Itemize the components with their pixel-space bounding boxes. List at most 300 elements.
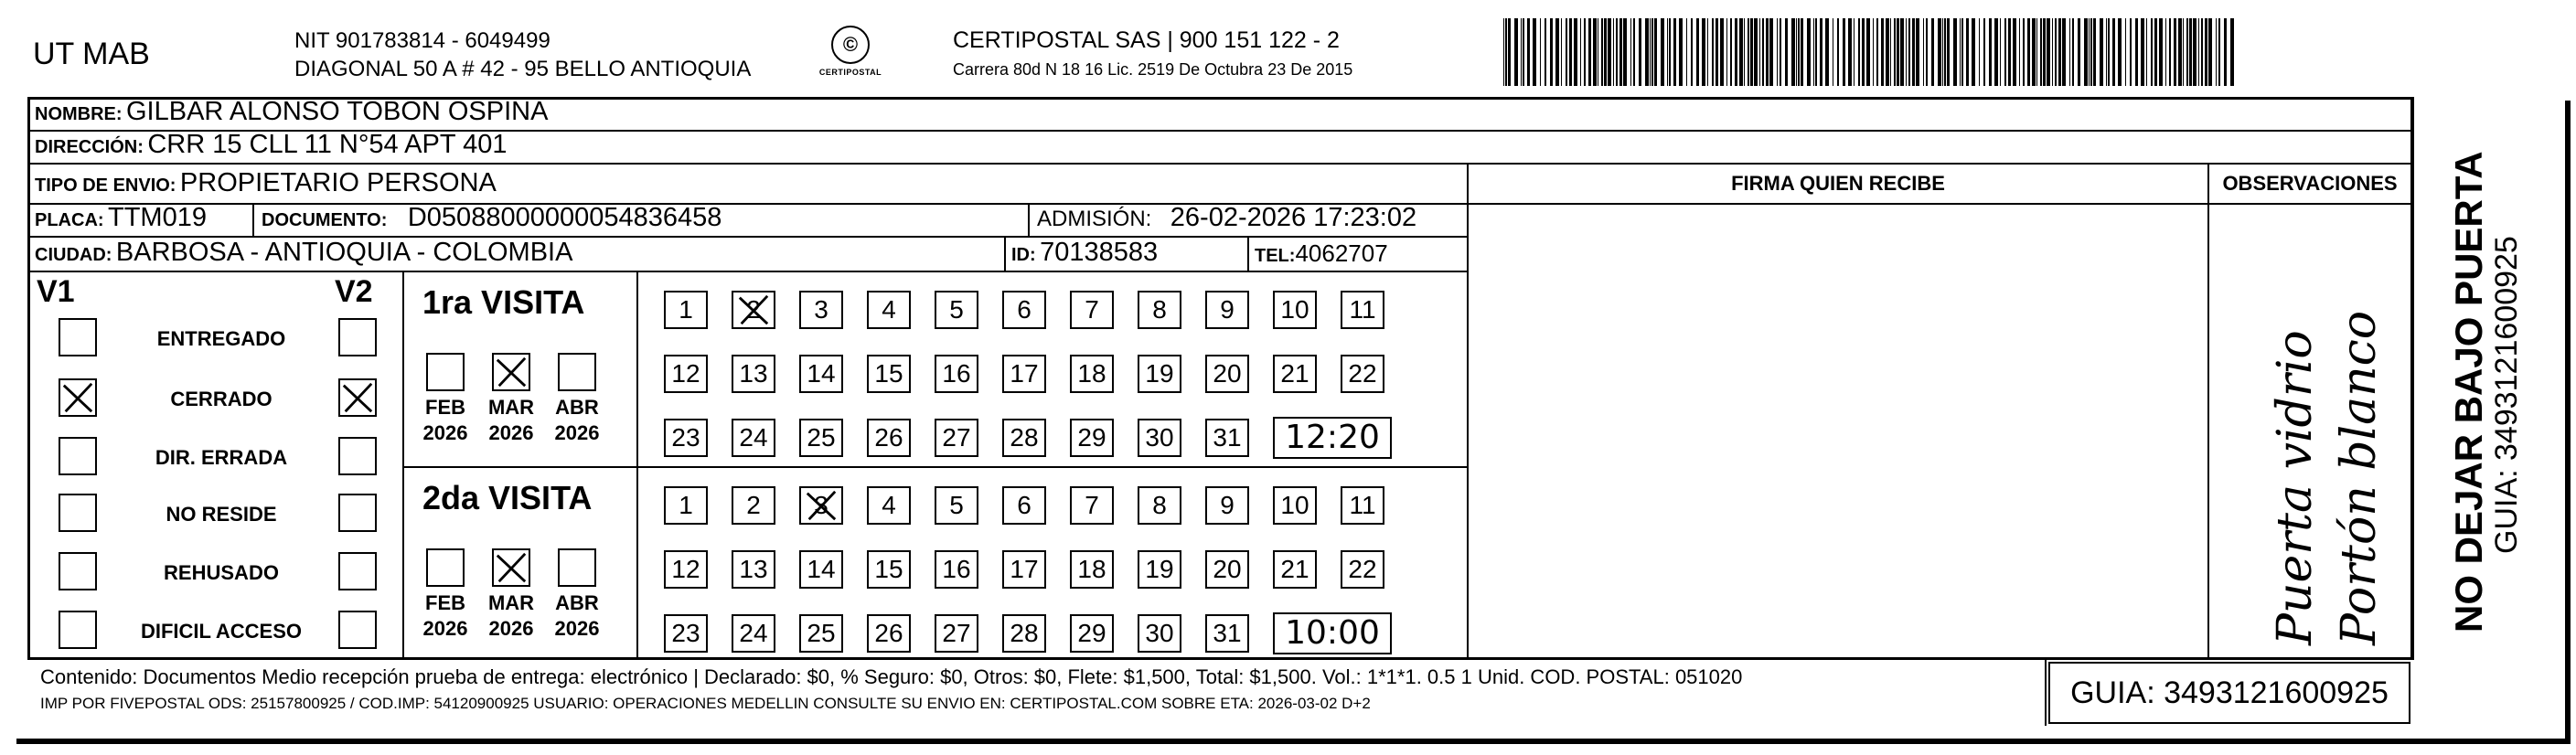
- day-number: 20: [1213, 555, 1242, 583]
- day-number: 3: [814, 491, 828, 519]
- barcode-bar: [2000, 18, 2001, 86]
- visit-2-month-box-1[interactable]: [492, 548, 530, 587]
- barcode-bar: [1908, 18, 1910, 86]
- day-number: 15: [874, 555, 903, 583]
- barcode-bar: [2154, 18, 2157, 86]
- barcode-bar: [1953, 18, 1957, 86]
- barcode-bar: [1994, 18, 1998, 86]
- barcode-bar: [2178, 18, 2182, 86]
- placa-value: TTM019: [108, 203, 207, 232]
- barcode-bar: [2208, 18, 2212, 86]
- barcode-bar: [2186, 18, 2188, 86]
- v1-header: V1: [37, 274, 75, 309]
- v2-header: V2: [335, 274, 373, 309]
- barcode-bar: [2047, 18, 2050, 86]
- barcode-bar: [1540, 18, 1541, 86]
- visit-1-day[interactable]: [1070, 291, 1114, 329]
- tipo-label: TIPO DE ENVIO:: [35, 175, 176, 196]
- frame-shadow-right: [2565, 101, 2571, 740]
- visit-1-day[interactable]: [799, 355, 843, 393]
- visit-1-day[interactable]: [732, 291, 775, 329]
- visit-2-day[interactable]: [1002, 614, 1046, 653]
- month-name: MAR: [487, 396, 535, 419]
- barcode-bar: [1702, 18, 1705, 86]
- barcode-bar: [1574, 18, 1577, 86]
- v2-checkbox-2[interactable]: [338, 437, 377, 475]
- barcode-bar: [2090, 18, 2092, 86]
- barcode-bar: [1886, 18, 1889, 86]
- day-number: 14: [807, 555, 836, 583]
- status-option-0: ENTREGADO: [156, 327, 286, 350]
- day-number: 18: [1077, 359, 1106, 388]
- logo-text: CERTIPOSTAL: [818, 68, 882, 77]
- day-number: 1: [679, 491, 693, 519]
- v2-checkbox-3[interactable]: [338, 494, 377, 532]
- month-year: 2026: [488, 421, 534, 444]
- day-number: 6: [1017, 295, 1031, 324]
- barcode-bar: [1651, 18, 1653, 86]
- visit-1-day[interactable]: [799, 291, 843, 329]
- company-address: DIAGONAL 50 A # 42 - 95 BELLO ANTIOQUIA: [294, 57, 752, 81]
- barcode-bar: [2108, 18, 2110, 86]
- placa-label: PLACA:: [35, 210, 104, 230]
- barcode-bar: [1966, 18, 1969, 86]
- visit-1-day[interactable]: [1341, 291, 1384, 329]
- barcode-bar: [1785, 18, 1788, 86]
- ciudad-cell: [35, 238, 572, 268]
- nombre-row: [35, 97, 548, 127]
- rule: [1247, 236, 1249, 271]
- barcode-bar: [1972, 18, 1975, 86]
- visit-1-day[interactable]: [1205, 291, 1249, 329]
- barcode-bar: [2106, 18, 2107, 86]
- visit-1-day[interactable]: [935, 355, 978, 393]
- visit-1-month-box-1[interactable]: [492, 353, 530, 391]
- barcode-bar: [2055, 18, 2057, 86]
- day-number: 10: [1280, 491, 1309, 519]
- rule: [402, 466, 1468, 468]
- rule: [2410, 97, 2412, 660]
- visit-2-day[interactable]: [1002, 550, 1046, 589]
- day-number: 3: [814, 295, 828, 324]
- visit-2-day[interactable]: [799, 550, 843, 589]
- visit-2-day[interactable]: [935, 486, 978, 525]
- visit-2-day[interactable]: [935, 614, 978, 653]
- barcode-bar: [1762, 18, 1764, 86]
- v1-checkbox-3[interactable]: [59, 494, 97, 532]
- day-number: 26: [874, 423, 903, 452]
- barcode-bar: [2130, 18, 2132, 86]
- company-name: UT MAB: [33, 37, 150, 71]
- day-number: 31: [1213, 423, 1242, 452]
- visit-1-day[interactable]: [799, 419, 843, 457]
- v1-checkbox-0[interactable]: [59, 318, 97, 356]
- day-number: 5: [949, 491, 964, 519]
- month-name: ABR: [555, 591, 599, 614]
- check-mark-icon: [494, 355, 529, 389]
- admision-value: 26-02-2026 17:23:02: [1170, 203, 1417, 232]
- tel-cell: [1255, 239, 1388, 268]
- ciudad-label: CIUDAD:: [35, 245, 112, 265]
- barcode-bar: [1730, 18, 1732, 86]
- visit-1-day[interactable]: [935, 291, 978, 329]
- visit-2-day[interactable]: [664, 550, 708, 589]
- barcode-bar: [1897, 18, 1899, 86]
- admision-label: ADMISIÓN:: [1037, 207, 1152, 231]
- visit-1-day[interactable]: [1138, 291, 1181, 329]
- day-number: 8: [1152, 491, 1167, 519]
- day-number: 6: [1017, 491, 1031, 519]
- barcode-bar: [1616, 18, 1618, 86]
- barcode-bar: [2169, 18, 2171, 86]
- logo-mark-icon: ©: [831, 26, 870, 64]
- day-number: 20: [1213, 359, 1242, 388]
- barcode-bar: [2036, 18, 2037, 86]
- barcode-bar: [1716, 18, 1718, 86]
- certipostal-license: Carrera 80d N 18 16 Lic. 2519 De Octubra 23 De 2015: [953, 60, 1353, 79]
- day-number: 28: [1010, 423, 1039, 452]
- visit-2-day[interactable]: [1273, 550, 1317, 589]
- visit-1-day[interactable]: [1070, 419, 1114, 457]
- day-number: 16: [942, 555, 971, 583]
- day-number: 22: [1348, 555, 1377, 583]
- visit-2-day[interactable]: [1273, 486, 1317, 525]
- barcode-bar: [1926, 18, 1928, 86]
- barcode-bar: [1619, 18, 1622, 86]
- barcode-bar: [1931, 18, 1934, 86]
- barcode-bar: [1523, 18, 1524, 86]
- visit-1-day[interactable]: [664, 419, 708, 457]
- observaciones-header: OBSERVACIONES: [2222, 172, 2398, 195]
- visit-1-day[interactable]: [732, 419, 775, 457]
- barcode-bar: [1916, 18, 1919, 86]
- documento-label: DOCUMENTO:: [262, 210, 388, 230]
- barcode-bar: [1906, 18, 1907, 86]
- barcode-bar: [2013, 18, 2016, 86]
- barcode-bar: [1650, 18, 1651, 86]
- day-number: 18: [1077, 555, 1106, 583]
- day-number: 29: [1077, 423, 1106, 452]
- visit-1-day[interactable]: [1205, 355, 1249, 393]
- visit-1-day[interactable]: [1002, 291, 1046, 329]
- v2-checkbox-4[interactable]: [338, 552, 377, 590]
- day-number: 14: [807, 359, 836, 388]
- direccion-value: CRR 15 CLL 11 N°54 APT 401: [147, 130, 508, 159]
- visit-1-day[interactable]: [1070, 355, 1114, 393]
- visit-2-day[interactable]: [1070, 550, 1114, 589]
- v1-checkbox-1[interactable]: [59, 378, 97, 417]
- visit-2-month-box-0[interactable]: [426, 548, 465, 587]
- tel-value: 4062707: [1295, 239, 1388, 267]
- barcode-bar: [2100, 18, 2103, 86]
- visit-2-day[interactable]: [1002, 486, 1046, 525]
- barcode-bar: [1533, 18, 1536, 86]
- rule: [27, 163, 2414, 165]
- day-number: 28: [1010, 619, 1039, 647]
- visit-1-day[interactable]: [935, 419, 978, 457]
- visit-2-day[interactable]: [732, 614, 775, 653]
- day-number: 23: [671, 619, 700, 647]
- barcode-bar: [1623, 18, 1627, 86]
- barcode-bar: [1876, 18, 1878, 86]
- barcode-bar: [2040, 18, 2042, 86]
- visit-2-day[interactable]: [732, 550, 775, 589]
- month-year: 2026: [488, 617, 534, 640]
- visit-2-day[interactable]: [935, 550, 978, 589]
- day-number: 17: [1010, 555, 1039, 583]
- side-guia: GUIA: 3493121600925: [2489, 236, 2524, 554]
- month-name: FEB: [425, 396, 465, 419]
- barcode-bar: [1601, 18, 1603, 86]
- visit-1-day[interactable]: [867, 419, 911, 457]
- v1-checkbox-2[interactable]: [59, 437, 97, 475]
- barcode-bar: [1837, 18, 1839, 86]
- barcode-bar: [1801, 18, 1803, 86]
- visit-1-day[interactable]: [1138, 419, 1181, 457]
- visit-1-day[interactable]: [664, 355, 708, 393]
- barcode-bar: [1947, 18, 1950, 86]
- visit-2-time[interactable]: 10:00: [1273, 612, 1392, 654]
- v2-checkbox-0[interactable]: [338, 318, 377, 356]
- v1-checkbox-4[interactable]: [59, 552, 97, 590]
- visit-1-day[interactable]: [1273, 291, 1317, 329]
- day-number: 8: [1152, 295, 1167, 324]
- visit-2-day[interactable]: [1070, 614, 1114, 653]
- firma-header: FIRMA QUIEN RECIBE: [1731, 172, 1945, 195]
- barcode-bar: [2198, 18, 2199, 86]
- barcode-bar: [2125, 18, 2126, 86]
- barcode-bar: [1854, 18, 1855, 86]
- barcode-bar: [1983, 18, 1985, 86]
- barcode-bar: [2058, 18, 2061, 86]
- nombre-value: GILBAR ALONSO TOBON OSPINA: [126, 97, 549, 126]
- barcode-bar: [1820, 18, 1822, 86]
- barcode-bar: [1691, 18, 1693, 86]
- barcode-bar: [1669, 18, 1671, 86]
- status-option-3: NO RESIDE: [166, 503, 277, 526]
- visit-1-day[interactable]: [1341, 355, 1384, 393]
- barcode-bar: [1503, 18, 1504, 86]
- barcode-bar: [1613, 18, 1614, 86]
- visit-2-day[interactable]: [1138, 614, 1181, 653]
- visit-2-day[interactable]: [867, 486, 911, 525]
- barcode-bar: [2151, 18, 2153, 86]
- barcode-bar: [1661, 18, 1664, 86]
- barcode-bar: [1608, 18, 1611, 86]
- day-number: 7: [1085, 491, 1099, 519]
- day-number: 9: [1220, 491, 1235, 519]
- day-number: 21: [1280, 359, 1309, 388]
- barcode-bar: [2043, 18, 2046, 86]
- visit-2-day[interactable]: [867, 550, 911, 589]
- barcode-bar: [1696, 18, 1699, 86]
- visit-2-day[interactable]: [1205, 614, 1249, 653]
- barcode-bar: [1979, 18, 1980, 86]
- barcode-bar: [1561, 18, 1562, 86]
- barcode-bar: [1584, 18, 1586, 86]
- rule: [1028, 203, 1030, 236]
- visit-1-day[interactable]: [867, 355, 911, 393]
- day-number: 16: [942, 359, 971, 388]
- status-option-4: REHUSADO: [164, 561, 279, 584]
- day-number: 13: [739, 359, 768, 388]
- visit-1-month-box-2[interactable]: [558, 353, 596, 391]
- barcode-bar: [1862, 18, 1865, 86]
- visit-1-day[interactable]: [1002, 355, 1046, 393]
- visit-2-day[interactable]: [732, 486, 775, 525]
- month-year: 2026: [422, 421, 468, 444]
- visit-1-day[interactable]: [664, 291, 708, 329]
- v2-checkbox-5[interactable]: [338, 611, 377, 649]
- barcode-bar: [1712, 18, 1714, 86]
- day-number: 12: [671, 359, 700, 388]
- barcode-bar: [1673, 18, 1676, 86]
- barcode-bar: [1550, 18, 1553, 86]
- tel-label: TEL:: [1255, 246, 1296, 266]
- visit-2-day[interactable]: [867, 614, 911, 653]
- day-number: 30: [1145, 619, 1174, 647]
- visit-2-day[interactable]: [1205, 550, 1249, 589]
- barcode-bar: [1508, 18, 1511, 86]
- visit-2-day[interactable]: [799, 486, 843, 525]
- barcode-bar: [1604, 18, 1607, 86]
- day-number: 13: [739, 555, 768, 583]
- barcode: [1503, 18, 2235, 86]
- visit-1-day[interactable]: [1002, 419, 1046, 457]
- footer-impresion: IMP POR FIVEPOSTAL ODS: 25157800925 / COD.IMP: 54120900925 USUARIO: OPERACIONES MEDELLIN CONSULTE SU ENVIO EN: CERTIPOSTAL.COM SOBRE ETA: 2026-03-02 D+2: [40, 695, 1371, 712]
- visit-title-2: 2da VISITA: [422, 479, 593, 516]
- visit-2-day[interactable]: [664, 614, 708, 653]
- barcode-bar: [2118, 18, 2122, 86]
- rule: [252, 203, 254, 236]
- visit-2-day[interactable]: [799, 614, 843, 653]
- barcode-bar: [2027, 18, 2030, 86]
- visit-2-day[interactable]: [1341, 550, 1384, 589]
- documento-value: D05088000000054836458: [407, 203, 722, 232]
- day-number: 19: [1145, 359, 1174, 388]
- barcode-bar: [1944, 18, 1946, 86]
- barcode-bar: [1667, 18, 1668, 86]
- day-number: 10: [1280, 295, 1309, 324]
- rule: [1467, 163, 1469, 658]
- day-number: 25: [807, 423, 836, 452]
- check-mark-icon: [340, 380, 375, 415]
- barcode-bar: [1894, 18, 1896, 86]
- barcode-bar: [1566, 18, 1567, 86]
- v1-checkbox-5[interactable]: [59, 611, 97, 649]
- barcode-bar: [2189, 18, 2192, 86]
- barcode-bar: [2165, 18, 2166, 86]
- day-number: 2: [746, 491, 761, 519]
- day-number: 4: [882, 295, 896, 324]
- day-number: 23: [671, 423, 700, 452]
- barcode-bar: [1766, 18, 1769, 86]
- status-option-5: DIFICIL ACCESO: [140, 620, 302, 643]
- visit-title-1: 1ra VISITA: [422, 283, 585, 321]
- barcode-bar: [1593, 18, 1597, 86]
- visit-2-day[interactable]: [664, 486, 708, 525]
- v2-checkbox-1[interactable]: [338, 378, 377, 417]
- side-warning: NO DEJAR BAJO PUERTA: [2447, 151, 2490, 633]
- id-value: 70138583: [1040, 238, 1159, 267]
- visit-1-month-box-0[interactable]: [426, 353, 465, 391]
- barcode-bar: [1726, 18, 1727, 86]
- barcode-bar: [1754, 18, 1758, 86]
- visit-1-day[interactable]: [867, 291, 911, 329]
- rule: [636, 271, 638, 658]
- firma-area[interactable]: [1472, 210, 2204, 654]
- month-year: 2026: [554, 617, 600, 640]
- barcode-bar: [2023, 18, 2025, 86]
- barcode-bar: [1873, 18, 1874, 86]
- visit-1-time[interactable]: 12:20: [1273, 417, 1392, 459]
- visit-2-day[interactable]: [1341, 486, 1384, 525]
- barcode-bar: [1759, 18, 1760, 86]
- month-name: ABR: [555, 396, 599, 419]
- barcode-bar: [1815, 18, 1817, 86]
- visit-2-month-box-2[interactable]: [558, 548, 596, 587]
- company-nit: NIT 901783814 - 6049499: [294, 28, 550, 53]
- day-number: 31: [1213, 619, 1242, 647]
- visit-1-day[interactable]: [1205, 419, 1249, 457]
- barcode-bar: [1866, 18, 1870, 86]
- id-cell: [1011, 238, 1158, 268]
- rule: [1004, 236, 1006, 271]
- barcode-bar: [2019, 18, 2020, 86]
- barcode-bar: [2062, 18, 2066, 86]
- barcode-bar: [2205, 18, 2207, 86]
- footer-guia: GUIA: 3493121600925: [2048, 662, 2410, 724]
- day-number: 29: [1077, 619, 1106, 647]
- barcode-bar: [2183, 18, 2184, 86]
- barcode-bar: [2008, 18, 2011, 86]
- visit-2-month-label-0: [413, 590, 477, 642]
- day-number: 12: [671, 555, 700, 583]
- barcode-bar: [2146, 18, 2147, 86]
- barcode-bar: [2135, 18, 2138, 86]
- barcode-bar: [1580, 18, 1581, 86]
- barcode-bar: [2216, 18, 2217, 86]
- barcode-bar: [1505, 18, 1507, 86]
- barcode-bar: [1748, 18, 1749, 86]
- barcode-bar: [1639, 18, 1641, 86]
- barcode-bar: [2052, 18, 2053, 86]
- barcode-bar: [1881, 18, 1884, 86]
- day-number: 15: [874, 359, 903, 388]
- visit-2-day[interactable]: [1070, 486, 1114, 525]
- barcode-bar: [1739, 18, 1743, 86]
- barcode-bar: [1750, 18, 1753, 86]
- day-number: 4: [882, 491, 896, 519]
- barcode-bar: [1654, 18, 1657, 86]
- tipo-row: [35, 168, 497, 198]
- visit-2-day[interactable]: [1138, 550, 1181, 589]
- day-number: 25: [807, 619, 836, 647]
- barcode-bar: [1521, 18, 1522, 86]
- day-number: 24: [739, 423, 768, 452]
- visit-2-day[interactable]: [1138, 486, 1181, 525]
- observacion-handwritten-2: Portón blanco: [2332, 310, 2387, 645]
- visit-1-day[interactable]: [1138, 355, 1181, 393]
- barcode-bar: [1735, 18, 1737, 86]
- rule: [27, 271, 1468, 272]
- barcode-bar: [1633, 18, 1635, 86]
- visit-2-day[interactable]: [1205, 486, 1249, 525]
- visit-1-day[interactable]: [732, 355, 775, 393]
- month-name: FEB: [425, 591, 465, 614]
- visit-1-day[interactable]: [1273, 355, 1317, 393]
- barcode-bar: [2141, 18, 2144, 86]
